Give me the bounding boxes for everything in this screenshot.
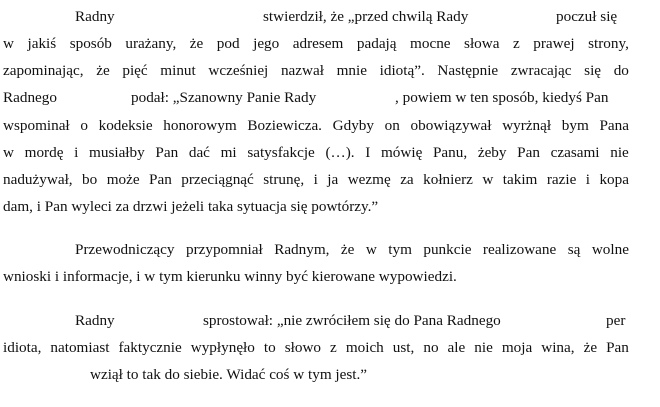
word: honorowym (163, 117, 237, 134)
word: Radnym, (274, 241, 330, 258)
word: mordę (24, 144, 64, 161)
word: może (106, 171, 140, 188)
word: I (365, 144, 371, 161)
word: z (330, 339, 337, 356)
word: żeby (477, 144, 507, 161)
word: to (263, 339, 276, 356)
p1-line-1-statement: stwierdził, że „przed chwilą Rady (263, 8, 469, 25)
word: że (340, 241, 355, 258)
word: kołnierz (423, 171, 473, 188)
word: punkcie (423, 241, 472, 258)
word: urażany, (125, 35, 177, 52)
p1-line-4-tail: , powiem w ten sposób, kiedyś Pan (395, 89, 609, 106)
word: przeciągnąć (181, 171, 254, 188)
word: słowa (464, 35, 500, 52)
word: że (96, 62, 110, 79)
word: Boziewicza. (247, 117, 322, 134)
p2-line-1 (75, 239, 629, 261)
word: razie (546, 171, 577, 188)
word: wspominał (3, 117, 70, 134)
word: za (400, 171, 414, 188)
word: są (567, 241, 581, 258)
p1-line-7 (3, 169, 629, 191)
word: zapominając, (3, 62, 84, 79)
word: jego (253, 35, 280, 52)
word: takim (502, 171, 538, 188)
word: realizowane (482, 241, 557, 258)
word: (…). (325, 144, 355, 161)
word: słowo (284, 339, 322, 356)
p3-line-2 (3, 337, 629, 359)
p1-line-4-quote-start: podał: „Szanowny Panie Rady (131, 89, 317, 106)
word: adresem (292, 35, 344, 52)
word: że (189, 35, 204, 52)
word: do (613, 62, 629, 79)
word: wcześniej (208, 62, 269, 79)
word: Gdyby (332, 117, 374, 134)
word: dać (188, 144, 210, 161)
p3-line-1-radny: Radny (75, 312, 115, 329)
word: Pana (599, 117, 629, 134)
word: ja (327, 171, 339, 188)
word: nie (610, 144, 629, 161)
word: zwracając (510, 62, 572, 79)
p2-line-2: wnioski i informacje, i w tym kierunku winny być kierowane wypowiedzi. (3, 268, 457, 285)
word: i (74, 144, 79, 161)
word: nadużywał, (3, 171, 73, 188)
word: Panu, (432, 144, 468, 161)
word: ale (447, 339, 466, 356)
word: Pan (149, 171, 172, 188)
word: mnie (336, 62, 367, 79)
word: pięć (122, 62, 148, 79)
p1-line-5 (3, 115, 629, 137)
word: jakiś (27, 35, 57, 52)
word: Pan (606, 339, 629, 356)
word: w (3, 35, 14, 52)
word: wezmę (347, 171, 391, 188)
word: moja (501, 339, 533, 356)
word: idiotą”. (379, 62, 425, 79)
word: z (513, 35, 520, 52)
word: tym (388, 241, 412, 258)
word: kopa (599, 171, 629, 188)
word: w (482, 171, 494, 188)
word: wypłynęło (190, 339, 255, 356)
word: ust, (392, 339, 415, 356)
word: że (583, 339, 598, 356)
word: mocne (410, 35, 451, 52)
word: minut (160, 62, 196, 79)
word: sposób (69, 35, 112, 52)
word: mówię (380, 144, 423, 161)
word: idiota, (3, 339, 42, 356)
word: strunę, (263, 171, 305, 188)
word: Pan (155, 144, 179, 161)
word: kodeksie (98, 117, 153, 134)
word: natomiast (50, 339, 110, 356)
word: Następnie (437, 62, 499, 79)
word: o (80, 117, 88, 134)
word: wina, (541, 339, 575, 356)
word: strony, (588, 35, 629, 52)
word: i (313, 171, 318, 188)
word: w (365, 241, 377, 258)
word: obowiązywał (410, 117, 492, 134)
p1-line-8: dam, i Pan wyleci za drzwi jeżeli taka sytuacja się powtórzy.” (3, 198, 379, 215)
word: przypomniał (185, 241, 263, 258)
word: Pan (517, 144, 540, 161)
p3-line-3: wziął to tak do siebie. Widać coś w tym jest.” (90, 366, 368, 383)
word: w (3, 144, 14, 161)
p1-line-3 (3, 60, 629, 82)
word: on (384, 117, 400, 134)
word: pod (216, 35, 240, 52)
word: się (584, 62, 602, 79)
p1-line-2 (3, 33, 629, 55)
p1-line-1-tail: poczuł się (556, 8, 618, 25)
word: padają (356, 35, 397, 52)
word: nazwał (280, 62, 324, 79)
word: czasami (550, 144, 600, 161)
p1-line-4-radnego: Radnego (3, 89, 57, 106)
word: wyrżnął (502, 117, 552, 134)
word: moich (345, 339, 384, 356)
word: mi (220, 144, 237, 161)
word: Przewodniczący (75, 241, 175, 258)
word: wolne (591, 241, 629, 258)
word: no (423, 339, 439, 356)
p3-line-1-statement: sprostował: „nie zwróciłem się do Pana Radnego (203, 312, 501, 329)
word: musiałby (89, 144, 145, 161)
p1-line-6 (3, 142, 629, 164)
word: i (585, 171, 590, 188)
word: satysfakcje (247, 144, 315, 161)
p1-line-1-radny: Radny (75, 8, 115, 25)
word: nie (474, 339, 493, 356)
p3-line-1-tail: per (606, 312, 626, 329)
word: bo (82, 171, 98, 188)
word: faktycznie (118, 339, 182, 356)
word: prawej (533, 35, 575, 52)
word: bym (561, 117, 589, 134)
